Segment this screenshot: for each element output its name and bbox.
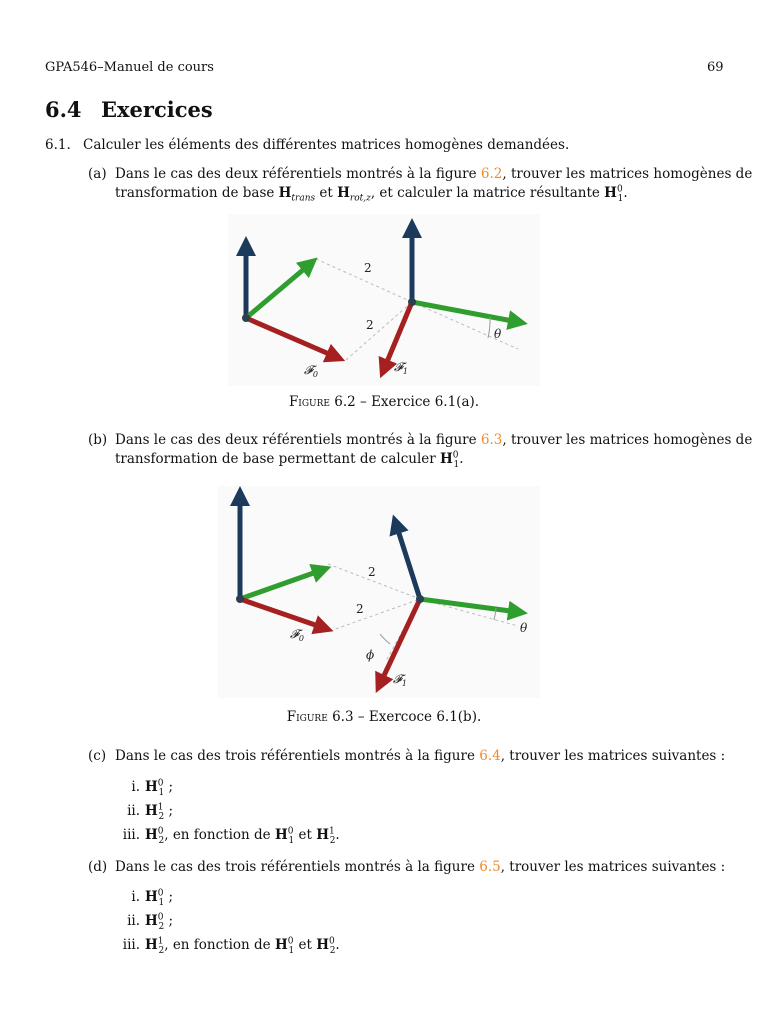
item-c-label: (c) xyxy=(88,748,107,764)
figure-6-2-caption: Figure 6.2 – Exercice 6.1(a). xyxy=(288,394,480,410)
figure-6-3 xyxy=(218,486,540,698)
running-header: GPA546–Manuel de cours xyxy=(45,60,214,75)
distance-label-2b: 2 xyxy=(356,602,364,616)
distance-label-2b: 2 xyxy=(366,318,374,332)
item-d-ii-num: ii. xyxy=(127,913,140,929)
item-d-label: (d) xyxy=(88,859,108,875)
item-c-line: Dans le cas des trois référentiels montrés à la figure 6.4, trouver les matrices suivantes : xyxy=(115,748,726,764)
item-c-iii-num: iii. xyxy=(122,827,140,843)
item-d-iii: $H^1_2$, en fonction de $H^0_1$ et $H^0_2$. xyxy=(145,936,340,956)
item-c-iii: $H^0_2$, en fonction de $H^0_1$ et $H^1_2$. xyxy=(145,826,340,846)
item-d-ii: $H^0_2$ ; xyxy=(145,912,174,932)
item-c-i: $H^0_1$ ; xyxy=(145,778,174,798)
distance-label-2a: 2 xyxy=(368,565,376,579)
exercise-number: 6.1. xyxy=(45,137,71,153)
figure-ref-6-3[interactable]: 6.3 xyxy=(480,432,503,448)
figure-ref-6-4[interactable]: 6.4 xyxy=(479,748,501,764)
item-a-line2: transformation de base $H_{trans}$ et $H_{rot,z}$, et calculer la matrice résultante $H^0_1$. xyxy=(115,184,628,204)
item-c-i-num: i. xyxy=(131,779,140,795)
frame-f0-label: 𝓕$_0$ xyxy=(304,363,318,379)
frame-f0-label: 𝓕$_0$ xyxy=(290,627,304,643)
frame-f1-label: 𝓕$_1$ xyxy=(393,672,407,688)
frame-f1-label: 𝓕$_1$ xyxy=(394,360,408,376)
theta-label: θ xyxy=(520,621,528,635)
item-b-line2: transformation de base permettant de calculer $H^0_1$. xyxy=(115,450,464,470)
figure-6-3-caption: Figure 6.3 – Exercoce 6.1(b). xyxy=(286,709,482,725)
figure-ref-6-5[interactable]: 6.5 xyxy=(479,859,501,875)
item-d-line: Dans le cas des trois référentiels montrés à la figure 6.5, trouver les matrices suivantes : xyxy=(115,859,726,875)
distance-label-2a: 2 xyxy=(364,261,372,275)
exercise-intro: Calculer les éléments des différentes matrices homogènes demandées. xyxy=(83,137,570,153)
section-title: Exercices xyxy=(101,97,213,122)
item-a-line1: Dans le cas des deux référentiels montrés à la figure 6.2, trouver les matrices homogènes de xyxy=(115,166,753,182)
figure-ref-6-2[interactable]: 6.2 xyxy=(480,166,503,182)
item-a-label: (a) xyxy=(88,166,107,182)
section-number: 6.4 xyxy=(45,97,82,122)
theta-label: θ xyxy=(494,327,502,341)
item-b-line1: Dans le cas des deux référentiels montrés à la figure 6.3, trouver les matrices homogènes de xyxy=(115,432,753,448)
item-d-i: $H^0_1$ ; xyxy=(145,888,174,908)
item-d-iii-num: iii. xyxy=(122,937,140,953)
item-c-ii-num: ii. xyxy=(127,803,140,819)
item-c-ii: $H^1_2$ ; xyxy=(145,802,174,822)
figure-6-2 xyxy=(228,214,540,386)
page-number: 69 xyxy=(707,60,724,75)
item-b-label: (b) xyxy=(88,432,108,448)
item-d-i-num: i. xyxy=(131,889,140,905)
phi-label: ϕ xyxy=(366,648,375,662)
